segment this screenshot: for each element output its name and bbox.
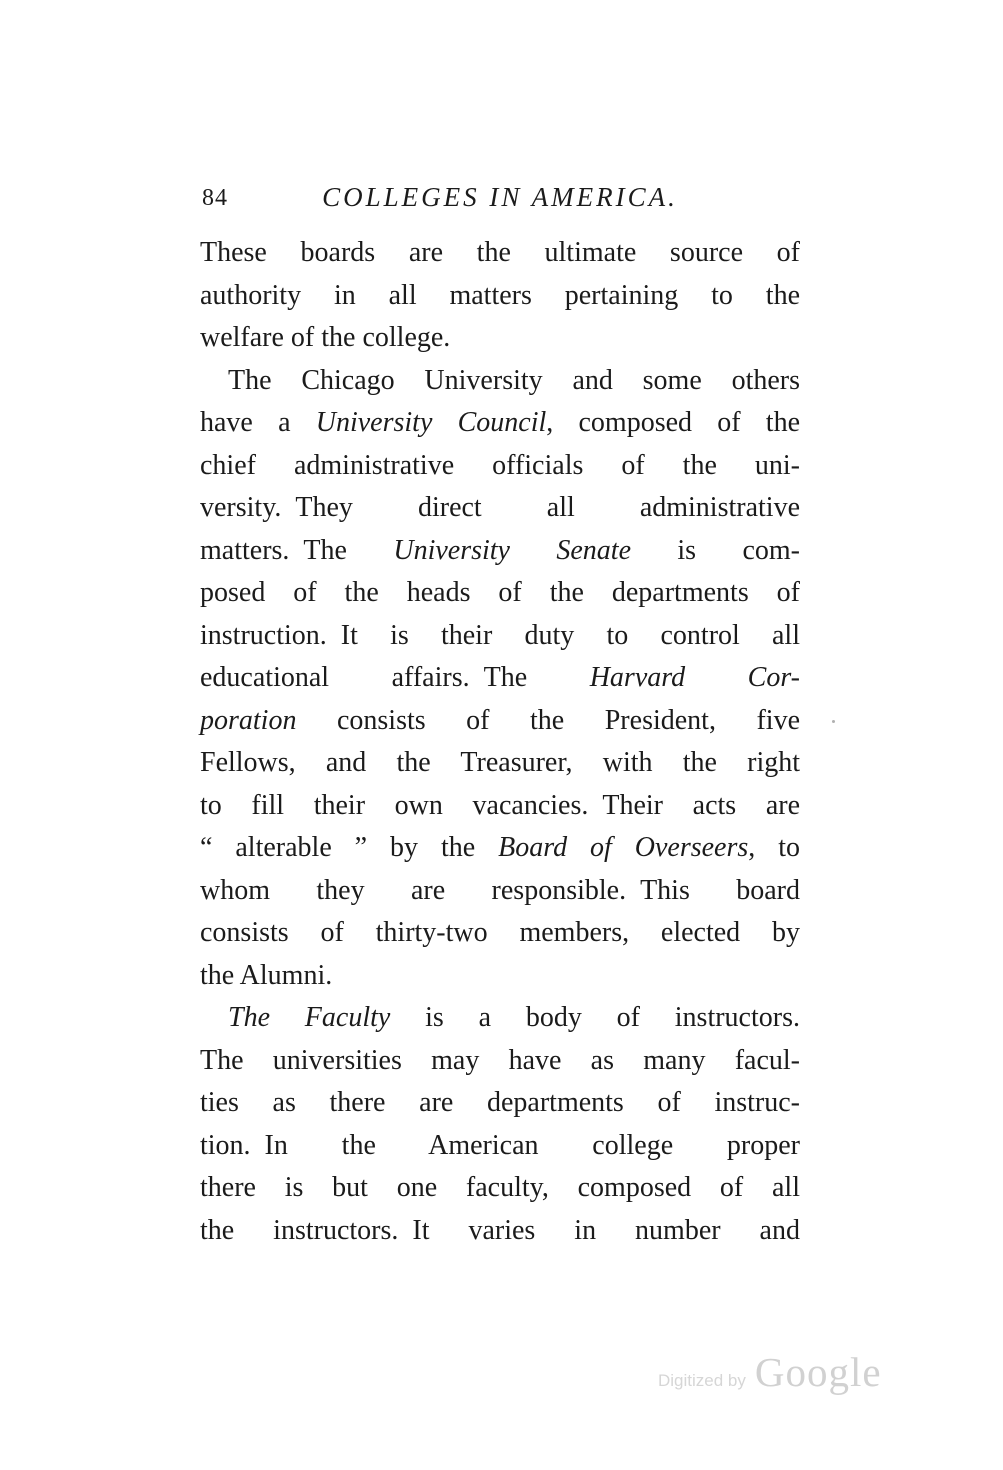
text-run: the instructors. It varies in number and [200,1214,800,1246]
text-run: consists of the President, five [296,704,800,736]
watermark [658,1348,882,1396]
text-run: tion. In the American college proper [200,1129,800,1161]
text-run: chief administrative officials of the uni- [200,449,800,481]
text-run: The universities may have as many facul- [200,1044,800,1076]
italic-run: poration [200,704,297,736]
text-line [200,572,800,615]
text-line [200,317,800,360]
text-run: educational affairs. The [200,662,590,693]
text-run: “ alterable ” by the [200,832,499,863]
page-number: 84 [202,185,228,211]
text-line [200,870,800,913]
text-line [200,700,800,743]
text-run: matters. The [200,534,394,566]
page-header [200,182,800,214]
text-line [200,912,800,955]
google-logo: Google [754,1349,882,1395]
text-line [200,487,800,530]
text-line [200,785,800,828]
text-run: versity. They direct all administrative [200,492,800,523]
italic-run: Harvard Cor- [589,662,800,693]
text-run: authority in all matters pertaining to the [200,279,800,311]
text-run: These boards are the ultimate source of [200,237,800,268]
text-run: is com- [631,534,800,566]
text-line [200,1167,800,1210]
running-title: COLLEGES IN AMERICA. [322,182,678,212]
text-run: welfare of the college. [200,322,451,353]
italic-run: University Senate [393,534,631,566]
text-line [200,530,800,573]
text-run: whom they are responsible. This board [200,874,800,906]
text-line [200,955,800,998]
text-run: posed of the heads of the departments of [200,577,800,608]
text-run: consists of thirty-two members, elected by [200,917,800,948]
text-line [200,1040,800,1083]
text-line [200,657,800,700]
text-run: Fellows, and the Treasurer, with the right [200,747,800,778]
text-run: to fill their own vacancies. Their acts are [200,789,800,821]
italic-run: The Faculty [228,1002,391,1033]
italic-run: Board of Overseers [498,832,749,863]
text-run: have a [200,407,316,438]
text-run: The Chicago University and some others [228,364,800,396]
text-line [200,402,800,445]
text-line [200,275,800,318]
text-run: there is but one faculty, composed of all [200,1172,800,1203]
text-line [200,232,800,275]
text-line [200,997,800,1040]
text-run: the Alumni. [200,959,333,991]
text-line [200,360,800,403]
italic-run: University Council [315,407,547,438]
text-line [200,615,800,658]
text-run: ties as there are departments of instruc- [200,1087,800,1118]
text-run: is a body of instructors. [390,1002,800,1033]
text-run: , composed of the [546,407,801,438]
text-line [200,1082,800,1125]
text-run: , to [748,832,800,863]
text-line [200,1210,800,1253]
text-line [200,742,800,785]
watermark-prefix: Digitized by [658,1371,746,1390]
text-block [200,232,800,1252]
text-line [200,827,800,870]
text-line [200,445,800,488]
text-run: instruction. It is their duty to control all [200,619,800,651]
ink-speck [832,720,835,723]
text-line [200,1125,800,1168]
